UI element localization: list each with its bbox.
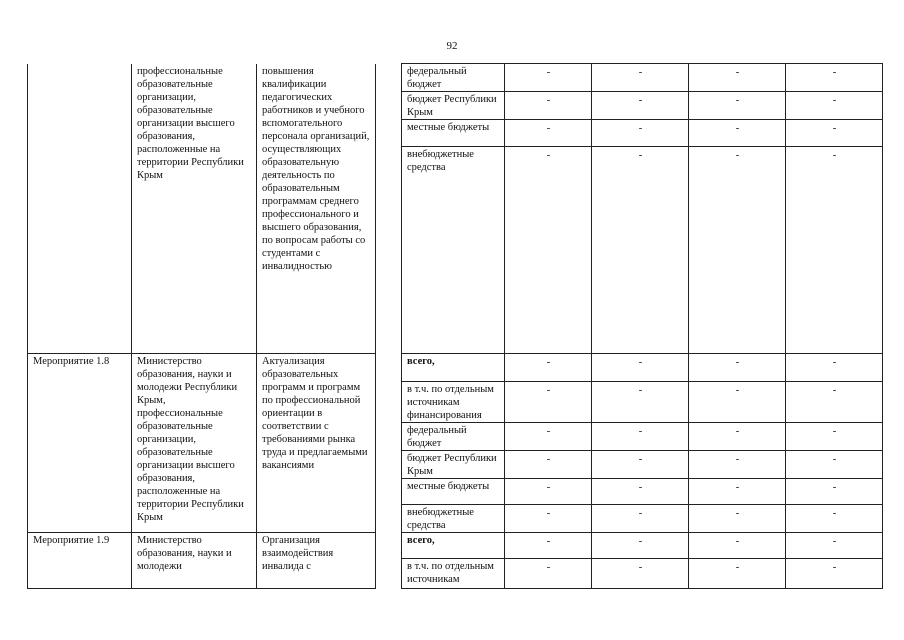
value-cell: - [689, 559, 786, 589]
event-cell: Мероприятие 1.8 [28, 354, 132, 533]
source-cell: внебюджетные средства [402, 505, 505, 533]
value-cell: - [505, 147, 592, 354]
value-cell: - [592, 92, 689, 120]
value-cell: - [592, 147, 689, 354]
executor-cell: Министерство образования, науки и молодежи [132, 533, 257, 589]
source-cell: бюджет Республики Крым [402, 451, 505, 479]
description-cell: Организация взаимодействия инвалида с [257, 533, 376, 589]
table-row [28, 64, 883, 92]
value-cell: - [505, 382, 592, 423]
value-cell: - [786, 64, 883, 92]
program-events-table [27, 63, 883, 589]
value-cell: - [505, 423, 592, 451]
page-number: 92 [446, 40, 458, 52]
value-cell: - [689, 505, 786, 533]
value-cell: - [505, 354, 592, 382]
source-cell: в т.ч. по отдельным источникам финансирования [402, 382, 505, 423]
value-cell: - [505, 64, 592, 92]
value-cell: - [592, 382, 689, 423]
value-cell: - [786, 479, 883, 505]
value-cell: - [689, 479, 786, 505]
source-cell: внебюджетные средства [402, 147, 505, 354]
value-cell: - [592, 479, 689, 505]
executor-cell: профессиональные образовательные организации, образовательные организации высшего образования, расположенные на территории Республики Крым [132, 64, 257, 354]
value-cell: - [689, 64, 786, 92]
value-cell: - [592, 423, 689, 451]
source-cell: федеральный бюджет [402, 423, 505, 451]
source-cell: местные бюджеты [402, 120, 505, 147]
value-cell: - [689, 451, 786, 479]
source-cell: бюджет Республики Крым [402, 92, 505, 120]
value-cell: - [592, 354, 689, 382]
description-cell: Актуализация образовательных программ и программ по профессиональной ориентации в соответствии с требованиями рынка труда и предлагаемыми вакансиями [257, 354, 376, 533]
value-cell: - [689, 423, 786, 451]
value-cell: - [786, 120, 883, 147]
event-cell: Мероприятие 1.9 [28, 533, 132, 589]
table-row [28, 354, 883, 382]
value-cell: - [786, 147, 883, 354]
value-cell: - [505, 120, 592, 147]
value-cell: - [505, 533, 592, 559]
value-cell: - [505, 451, 592, 479]
value-cell: - [505, 559, 592, 589]
value-cell: - [689, 92, 786, 120]
value-cell: - [786, 92, 883, 120]
source-cell: всего, [402, 533, 505, 559]
value-cell: - [689, 533, 786, 559]
value-cell: - [505, 92, 592, 120]
source-cell: федеральный бюджет [402, 64, 505, 92]
value-cell: - [786, 423, 883, 451]
value-cell: - [689, 382, 786, 423]
executor-cell: Министерство образования, науки и молодежи Республики Крым, профессиональные образовательные организации, образовательные организации высшего образования, расположенные на территории Республики Крым [132, 354, 257, 533]
value-cell: - [592, 451, 689, 479]
value-cell: - [592, 120, 689, 147]
value-cell: - [592, 533, 689, 559]
value-cell: - [786, 451, 883, 479]
spacer-cell [376, 533, 402, 589]
value-cell: - [689, 147, 786, 354]
value-cell: - [786, 354, 883, 382]
value-cell: - [592, 64, 689, 92]
value-cell: - [689, 120, 786, 147]
description-cell: повышения квалификации педагогических работников и учебного вспомогательного персонала организаций, осуществляющих образовательную деятельность по образовательным программам среднего профессионального и высшего образования, по вопросам работы со студентами с инвалидностью [257, 64, 376, 354]
value-cell: - [505, 505, 592, 533]
value-cell: - [786, 505, 883, 533]
value-cell: - [786, 559, 883, 589]
value-cell: - [786, 533, 883, 559]
spacer-cell [376, 354, 402, 533]
spacer-cell [376, 64, 402, 354]
event-cell [28, 64, 132, 354]
value-cell: - [505, 479, 592, 505]
source-cell: в т.ч. по отдельным источникам [402, 559, 505, 589]
source-cell: всего, [402, 354, 505, 382]
value-cell: - [689, 354, 786, 382]
value-cell: - [592, 559, 689, 589]
source-cell: местные бюджеты [402, 479, 505, 505]
table-row [28, 533, 883, 559]
value-cell: - [786, 382, 883, 423]
value-cell: - [592, 505, 689, 533]
